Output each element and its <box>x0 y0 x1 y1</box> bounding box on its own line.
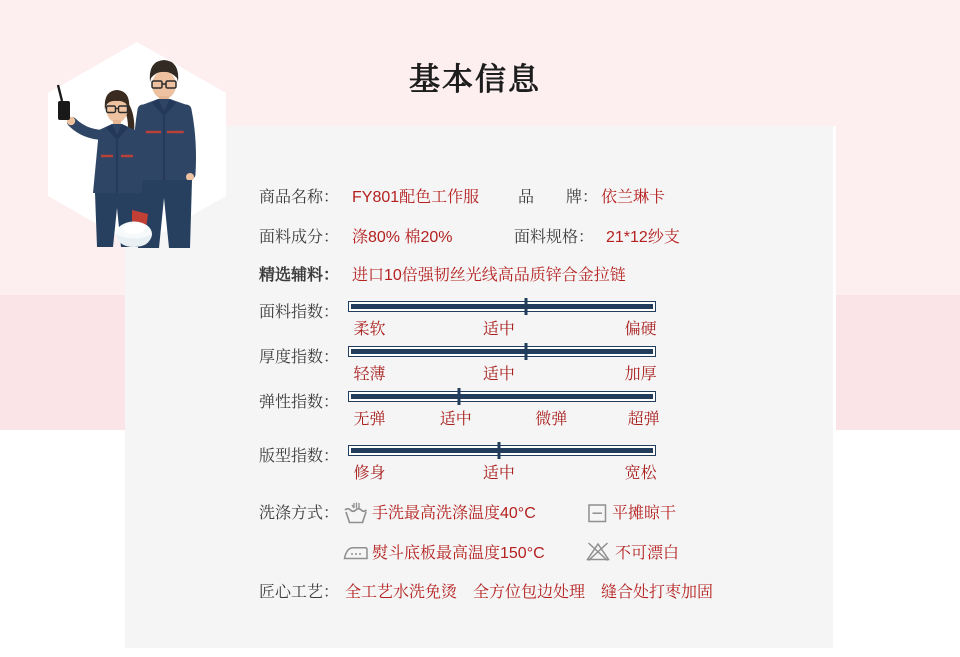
slider-marker <box>458 388 461 405</box>
slider-row-fit-index <box>0 444 960 484</box>
slider-marker <box>525 298 528 315</box>
slider-fill <box>351 304 653 309</box>
fit-index-label: 版型指数： <box>259 448 340 465</box>
fabric-index-slider <box>348 301 656 312</box>
slider-marker <box>525 343 528 360</box>
craft-label: 匠心工艺： <box>259 584 340 601</box>
premium-accessories-value: 进口10倍强韧丝光线高品质锌合金拉链 <box>352 267 626 284</box>
no-bleach-icon <box>586 541 610 562</box>
tick-label: 适中 <box>482 321 515 338</box>
fabric-spec-value: 21*12纱支 <box>606 229 680 246</box>
care-item-text: 不可漂白 <box>615 545 680 562</box>
thickness-index-label: 厚度指数： <box>259 349 340 366</box>
care-item-text: 平摊晾干 <box>612 505 677 522</box>
care-item-text: 熨斗底板最高温度150°C <box>372 545 545 562</box>
tick-label: 适中 <box>482 465 515 482</box>
slider-fill <box>351 349 653 354</box>
page-title: 基本信息 <box>409 62 541 97</box>
tick-label: 偏硬 <box>624 321 657 338</box>
craft-value: 全工艺水洗免烫 全方位包边处理 缝合处打枣加固 <box>345 584 714 601</box>
slider-fill <box>351 448 653 453</box>
tick-label: 修身 <box>353 465 386 482</box>
tick-label: 适中 <box>482 366 515 383</box>
tick-label: 适中 <box>439 411 472 428</box>
slider-row-fabric-index <box>0 300 960 340</box>
tick-label: 加厚 <box>624 366 657 383</box>
tick-label: 宽松 <box>624 465 657 482</box>
tick-label: 无弹 <box>353 411 386 428</box>
row-product-name-brand <box>0 188 960 228</box>
slider-fill <box>351 394 653 399</box>
slider-marker <box>497 442 500 459</box>
walkie-talkie <box>58 101 70 120</box>
brand-label: 品 牌： <box>518 189 599 206</box>
elasticity-index-slider <box>348 391 656 402</box>
slider-row-thickness-index <box>0 345 960 385</box>
slider-tick-labels <box>348 406 660 428</box>
fit-index-slider <box>348 445 656 456</box>
hand-wash-icon <box>343 501 369 525</box>
slider-tick-labels <box>348 316 656 338</box>
elasticity-index-label: 弹性指数： <box>259 394 340 411</box>
care-row-2 <box>0 540 960 580</box>
fabric-spec-label: 面料规格： <box>514 229 595 246</box>
flat-dry-icon <box>588 504 607 523</box>
craft-row <box>0 583 960 623</box>
fabric-composition-label: 面料成分： <box>259 229 340 246</box>
tick-label: 轻薄 <box>353 366 386 383</box>
tick-label: 柔软 <box>353 321 386 338</box>
slider-tick-labels <box>348 361 656 383</box>
slider-row-elasticity-index <box>0 390 960 430</box>
brand-value: 依兰琳卡 <box>601 189 666 206</box>
tick-label: 微弹 <box>535 411 568 428</box>
fabric-composition-value: 涤80% 棉20% <box>352 229 453 246</box>
care-item-text: 手洗最高洗涤温度40°C <box>372 505 536 522</box>
fabric-index-label: 面料指数： <box>259 304 340 321</box>
premium-accessories-label: 精选辅料： <box>259 267 340 284</box>
row-fabric-composition-spec <box>0 228 960 268</box>
tick-label: 超弹 <box>627 411 660 428</box>
product-name-value: FY801配色工作服 <box>352 189 480 206</box>
care-row-1 <box>0 501 960 541</box>
product-name-label: 商品名称： <box>259 189 340 206</box>
thickness-index-slider <box>348 346 656 357</box>
care-label: 洗涤方式： <box>259 505 340 522</box>
slider-tick-labels <box>348 460 656 482</box>
iron-icon <box>343 544 369 562</box>
